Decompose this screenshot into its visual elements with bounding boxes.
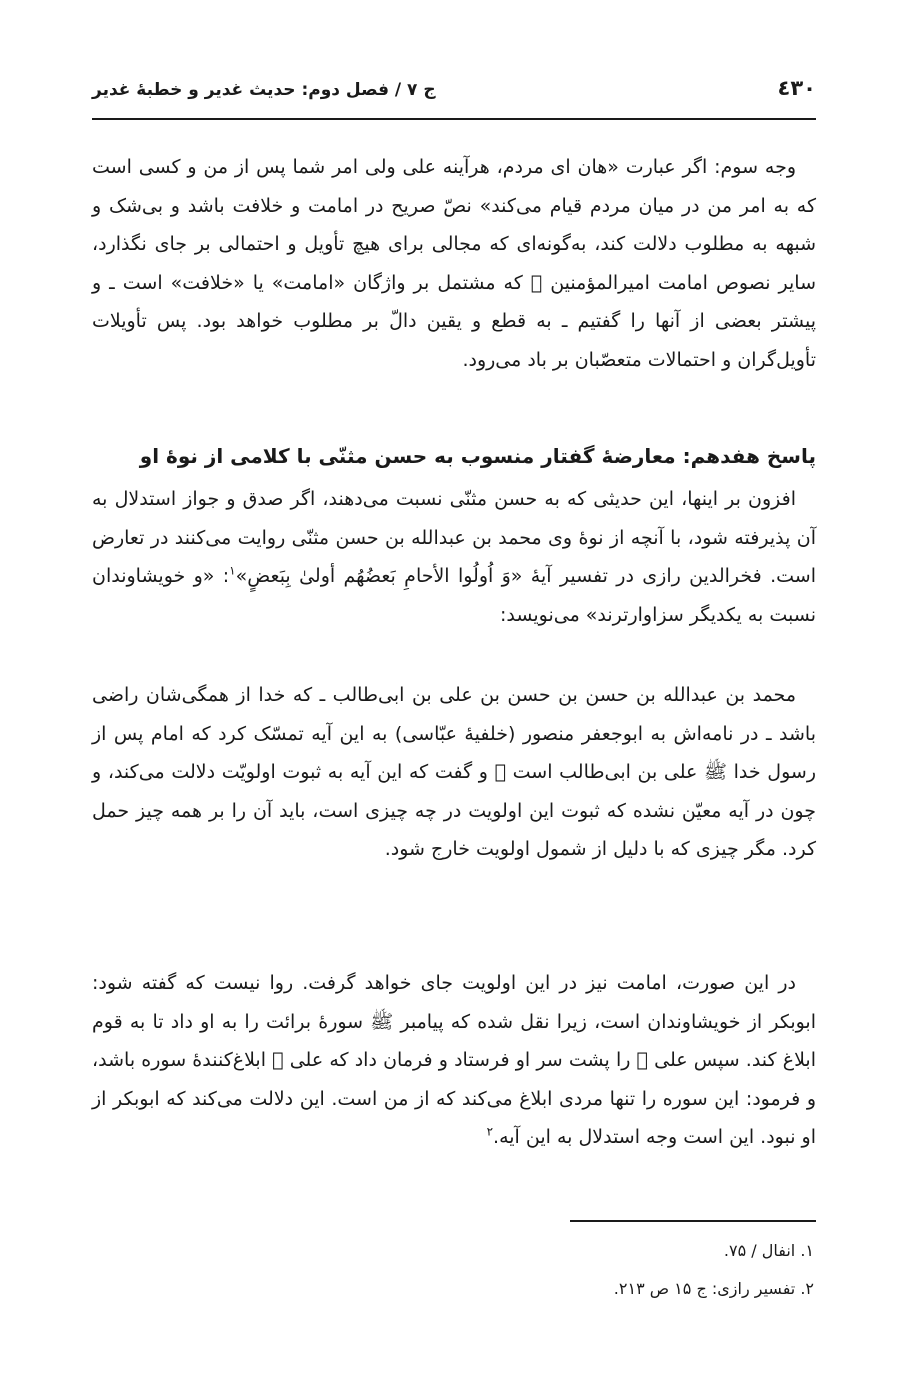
paragraph-third-argument: وجه سوم: اگر عبارت «هان ای مردم، هرآینه علی ولی امر شما پس از من و کسی است که به امر من در میان مردم قیام می‌کند» نصّ صریح در امامت و خلافت باشد و بی‌شک و شبهه به مطلوب دلالت کند، به‌گونه‌ای که مجالی برای هیچ تأویل و احتمالی بر جای نگذارد، سایر نصوص امامت امیرالمؤمنین ﷣ که مشتمل بر واژگان «امامت» یا «خلافت» است ـ و پیشتر بعضی از آنها را گفتیم ـ به قطع و یقین دالّ بر مطلوب خواهد بود. پس تأویلات تأویل‌گران و احتمالات متعصّبان بر باد می‌رود.	[92, 156, 816, 371]
paragraph-text: افزون بر اینها، این حدیثی که به حسن مثنّی نسبت می‌دهند، اگر صدق و جواز استدلال به آن پذیرفته شود، با آنچه از نوهٔ وی محمد بن عبدالله بن حسن مثنّی روایت می‌کنند در تعارض است. فخرالدین رازی در تفسیر آیهٔ «وَ اُولُوا الأحامِ بَعضُهُم أولىٰ بِبَعضٍ»	[92, 488, 816, 587]
page-number: ٤٣٠	[777, 76, 816, 100]
running-title: ج ۷ / فصل دوم: حدیث غدیر و خطبهٔ غدیر	[92, 80, 436, 100]
paragraph-seventeenth-answer	[92, 480, 816, 634]
footnote-ref-1[interactable]: ۱	[229, 563, 236, 578]
paragraph-quotation: محمد بن عبدالله بن حسن بن حسن بن علی بن ابی‌طالب ـ که خدا از همگی‌شان راضی باشد ـ در نامه‌اش به ابوجعفر منصور (خلفیهٔ عبّاسی) به این آیه تمسّک کرد که امام پس از رسول خدا ﷺ علی بن ابی‌طالب است ﷣ و گفت که این آیه به ثبوت اولویّت دلالت می‌کند، و چون در آیه معیّن نشده که ثبوت این اولویت در چه چیزی است، باید آن را بر همه چیز حمل کرد. مگر چیزی که با دلیل از شمول اولویت خارج شود.	[92, 684, 816, 860]
header-divider	[92, 118, 816, 120]
paragraph-text: در این صورت، امامت نیز در این اولویت جای خواهد گرفت. روا نیست که گفته شود: ابوبکر از خویشاوندان است، زیرا نقل شده که پیامبر ﷺ سورهٔ برائت را به او داد تا به قوم ابلاغ کند. سپس علی ﷣ را پشت سر او فرستاد و فرمان داد که علی ﷣ ابلاغ‌کنندهٔ سوره باشد، و فرمود: این سوره را تنها مردی ابلاغ می‌کند که از من است. این دلالت می‌کند که ابوبکر از او نبود. این است وجه استدلال به این آیه.	[92, 972, 816, 1148]
paragraph-conclusion	[92, 964, 816, 1157]
footnote-1: ۱. انفال / ۷۵.	[723, 1241, 814, 1260]
footnote-divider	[570, 1220, 816, 1222]
page-header	[92, 74, 816, 114]
book-page	[92, 0, 816, 1390]
section-heading: پاسخ هفدهم: معارضهٔ گفتار منسوب به حسن مثنّی با کلامی از نوهٔ او	[139, 444, 816, 468]
footnote-2: ۲. تفسیر رازی: ج ۱۵ ص ۲۱۳.	[613, 1279, 814, 1298]
paragraph-text-tail: : «و خویشاوندان نسبت به یکدیگر سزاوارترند» می‌نویسد:	[92, 565, 816, 626]
footnote-ref-2[interactable]: ۲	[486, 1124, 494, 1139]
